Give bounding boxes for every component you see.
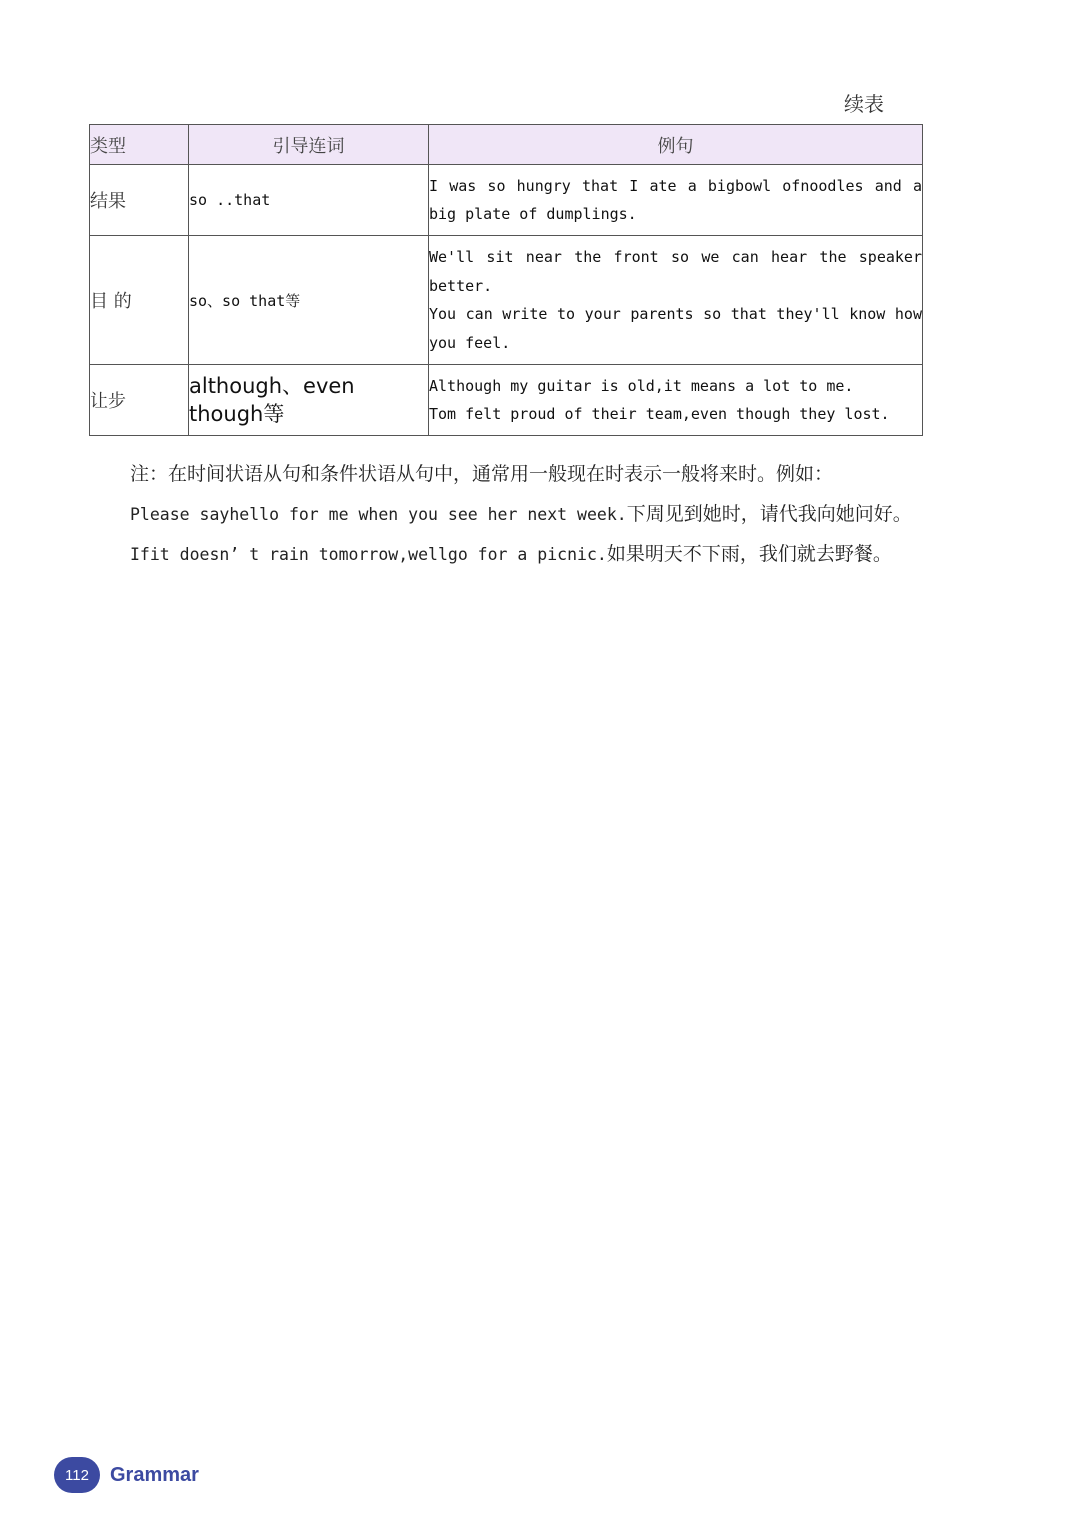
page-footer [54, 1456, 199, 1494]
example-english: Please sayhello for me when you see her next week. [130, 504, 627, 524]
example-sentence: I was so hungry that I ate a bigbowl ofnoodles and a big plate of dumplings. [429, 176, 922, 223]
example-sentence: Although my guitar is old,it means a lot to me. [429, 376, 854, 395]
header-type: 类型 [90, 125, 189, 165]
row-type: 让步 [90, 365, 189, 436]
header-example: 例句 [429, 125, 923, 165]
example-chinese: 如果明天不下雨，我们就去野餐。 [606, 543, 892, 565]
header-conjunction: 引导连词 [189, 125, 429, 165]
example-sentence: Tom felt proud of their team,even though they lost. [429, 405, 890, 423]
table-row [90, 236, 923, 365]
footer-section-title: Grammar [110, 1463, 199, 1486]
row-conjunction: although、even though等 [189, 365, 429, 436]
table-header-row [90, 125, 923, 165]
example-sentence: We'll sit near the front so we can hear the speaker better. [429, 248, 922, 295]
row-examples [429, 236, 923, 365]
table-row [90, 165, 923, 236]
row-examples [429, 165, 923, 236]
continued-table-label: 续表 [844, 92, 884, 116]
row-type: 结果 [90, 165, 189, 236]
row-type: 目 的 [90, 236, 189, 365]
note-intro: 注：在时间状语从句和条件状语从句中，通常用一般现在时表示一般将来时。例如： [130, 463, 834, 485]
example-english: Ifit doesn’ t rain tomorrow,wellgo for a picnic. [130, 545, 607, 564]
note-example-2 [130, 535, 930, 576]
note-example-1 [130, 495, 930, 536]
example-sentence: You can write to your parents so that they'll know how you feel. [429, 305, 922, 352]
table-row [90, 365, 923, 436]
example-chinese: 下周见到她时，请代我向她问好。 [626, 502, 912, 525]
grammar-table [89, 124, 923, 436]
page-number-badge: 112 [54, 1457, 100, 1493]
row-examples [429, 365, 923, 436]
row-conjunction: so ..that [189, 165, 429, 236]
grammar-note [130, 455, 930, 576]
row-conjunction: so、so that等 [189, 236, 429, 365]
